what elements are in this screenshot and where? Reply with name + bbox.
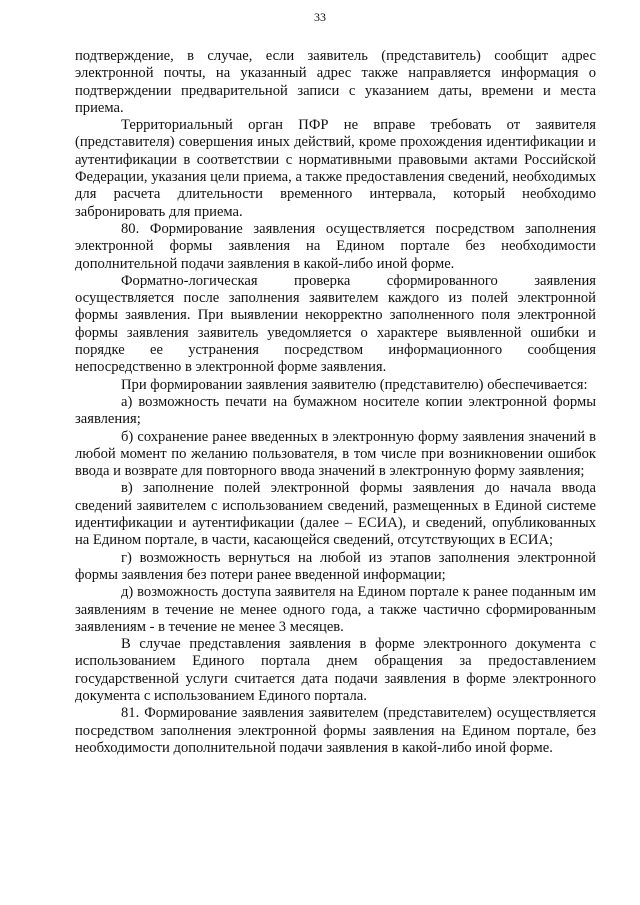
paragraph-provided-list-intro: При формировании заявления заявителю (представителю) обеспечивается:: [121, 376, 588, 393]
paragraph-80: 80. Формирование заявления осуществляется посредством заполнения электронной формы заявления на Едином портале без необходимости дополнительной подачи заявления в какой-либо иной форме.: [75, 220, 596, 272]
document-body: [75, 48, 596, 757]
page-number: 33: [314, 10, 326, 24]
paragraph-continuation: подтверждение, в случае, если заявитель (представитель) сообщит адрес электронной почты, на указанный адрес также направляется информация о подтверждении предварительной записи с указанием даты, времени и места приема.: [75, 48, 596, 116]
paragraph-format-check: Форматно-логическая проверка сформированного заявления осуществляется после заполнения заявителем каждого из полей электронной формы заявления. При выявлении некорректно заполненного поля электронной формы заявления заявитель уведомляется о характере выявленной ошибки и порядке ее устранения посредством информационного сообщения непосредственно в электронной форме заявления.: [75, 272, 596, 376]
list-item-v: в) заполнение полей электронной формы заявления до начала ввода сведений заявителем с использованием сведений, размещенных в Единой системе идентификации и аутентификации (далее – ЕСИА), и сведений, опубликованных на Едином портале, в части, касающейся сведений, отсутствующих в ЕСИА;: [75, 480, 596, 549]
paragraph-pfr-restrictions: Территориальный орган ПФР не вправе требовать от заявителя (представителя) совершения иных действий, кроме прохождения идентификации и аутентификации в соответствии с нормативными правовыми актами Российской Федерации, указания цели приема, а также предоставления сведений, необходимых для расчета длительности временного интервала, который необходимо забронировать для приема.: [75, 117, 596, 220]
list-item-a: а) возможность печати на бумажном носителе копии электронной формы заявления;: [75, 393, 596, 428]
paragraph-electronic-document: В случае представления заявления в форме электронного документа с использованием Единого портала днем обращения за предоставлением государственной услуги считается дата подачи заявления в форме электронного документа с использованием Единого портала.: [75, 636, 596, 704]
list-item-b: б) сохранение ранее введенных в электронную форму заявления значений в любой момент по желанию пользователя, в том числе при возникновении ошибок ввода и возврате для повторного ввода значений в электронную форму заявления;: [75, 428, 596, 480]
list-item-g: г) возможность вернуться на любой из этапов заполнения электронной формы заявления без потери ранее введенной информации;: [75, 549, 596, 583]
paragraph-81: 81. Формирование заявления заявителем (представителем) осуществляется посредством заполнения электронной формы заявления на Едином портале, без необходимости дополнительной подачи заявления в какой-либо иной форме.: [75, 705, 596, 756]
list-item-d: д) возможность доступа заявителя на Едином портале к ранее поданным им заявлениям в течение не менее одного года, а также частично сформированным заявлениям - в течение не менее 3 месяцев.: [75, 584, 596, 635]
